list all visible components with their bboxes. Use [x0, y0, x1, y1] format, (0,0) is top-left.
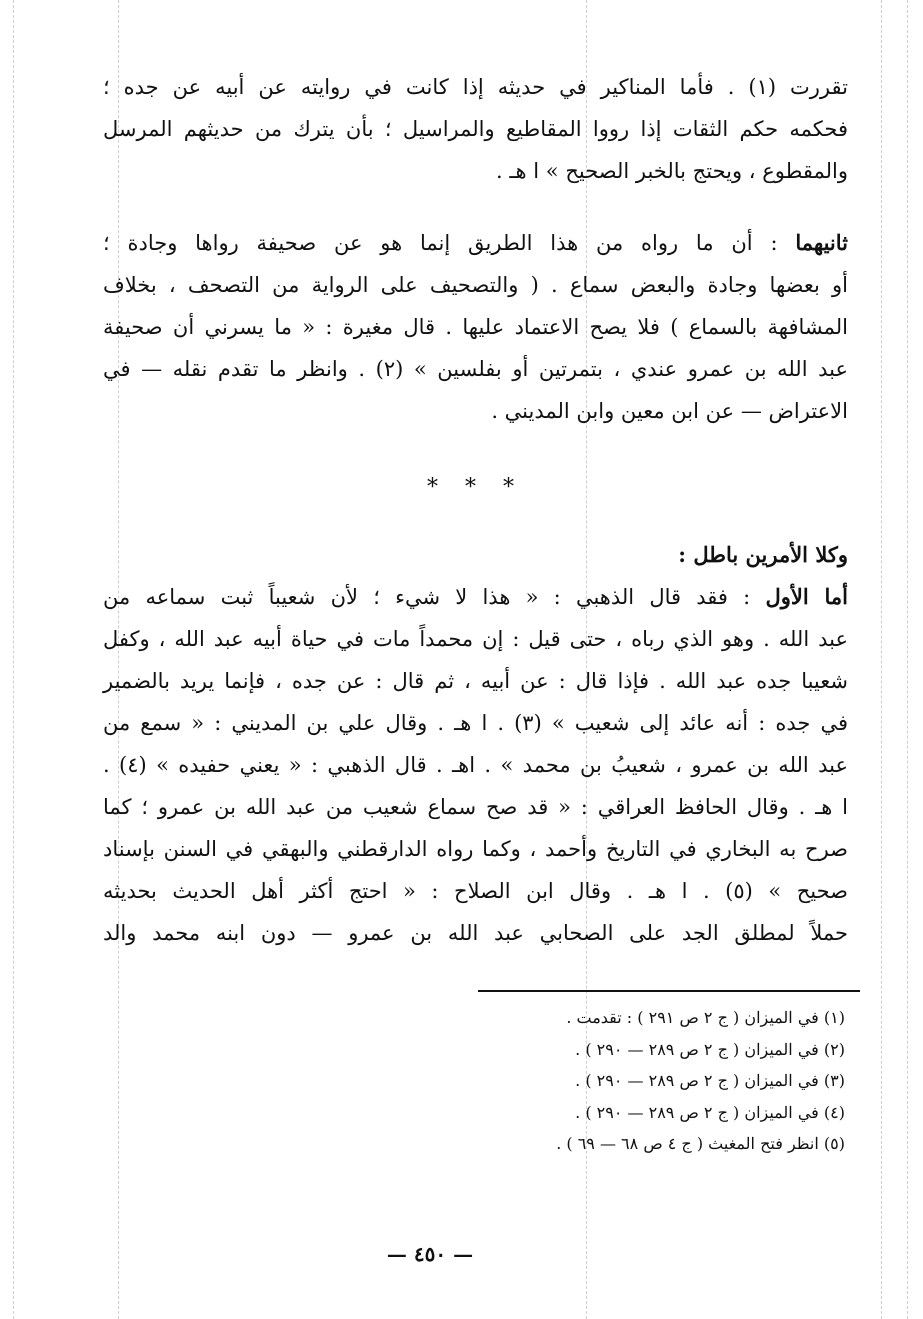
text-line: فحكمه حكم الثقات إذا رووا المقاطيع والمراسيل ؛ بأن يترك من حديثهم المرسل	[103, 117, 848, 141]
text-line: أو بعضها وجادة والبعض سماع . ( والتصحيف على الرواية من التصحف ، بخلاف	[103, 273, 848, 297]
footnotes	[360, 1002, 845, 1160]
text-line: تقررت (١) . فأما المناكير في حديثه إذا كانت في روايته عن أبيه عن جده ؛	[103, 75, 848, 99]
text-line: المشافهة بالسماع ) فلا يصح الاعتماد عليها . قال مغيرة : « ما يسرني أن صحيفة	[103, 315, 848, 339]
text-line: ا هـ . وقال الحافظ العراقي : « قد صح سماع شعيب من عبد الله بن عمرو ؛ كما	[103, 795, 848, 819]
text-line: الاعتراض — عن ابن معين وابن المديني .	[491, 399, 848, 423]
paragraph-1	[103, 66, 848, 192]
paragraph-lead-term: أما الأول	[765, 584, 848, 609]
footnote-item: (٥) انظر فتح المغيث ( ج ٤ ص ٦٨ — ٦٩ ) .	[556, 1134, 845, 1153]
page-number: — ٤٥٠ —	[386, 1242, 474, 1266]
text-line	[103, 222, 848, 264]
text-line: شعيبا جده عبد الله . فإذا قال : عن أبيه ، ثم قال : عن جده ، فإنما يريد بالضمير	[103, 669, 848, 693]
scan-guide-line	[907, 0, 908, 1319]
text-line-rest: : فقد قال الذهبي : « هذا لا شيء ؛ لأن شعيباً ثبت سماعه من	[103, 585, 751, 609]
text-line: عبد الله . وهو الذي رباه ، حتى قيل : إن محمداً مات في حياة أبيه عبد الله ، وكفل	[103, 627, 848, 651]
text-line-rest: : أن ما رواه من هذا الطريق إنما هو عن صحيفة رواها وجادة ؛	[103, 231, 778, 255]
text-line: في جده : أنه عائد إلى شعيب » (٣) . ا هـ . وقال علي بن المديني : « سمع من	[103, 711, 848, 735]
footnote-divider	[478, 990, 860, 992]
footnote-item: (٢) في الميزان ( ج ٢ ص ٢٨٩ — ٢٩٠ ) .	[575, 1039, 845, 1059]
scan-guide-line	[881, 0, 882, 1319]
footnote-item: (٤) في الميزان ( ج ٢ ص ٢٨٩ — ٢٩٠ ) .	[575, 1102, 845, 1122]
text-line: والمقطوع ، ويحتج بالخبر الصحيح » ا هـ .	[496, 159, 848, 183]
footnote-item: (١) في الميزان ( ج ٢ ص ٢٩١ ) : تقدمت .	[566, 1008, 845, 1027]
text-line: صرح به البخاري في التاريخ وأحمد ، وكما رواه الدارقطني والبهقي في السنن بإسناد	[103, 837, 848, 861]
scan-guide-line	[13, 0, 14, 1319]
paragraph-3	[103, 534, 848, 954]
section-separator: * * *	[427, 475, 524, 500]
section-heading: وكلا الأمرين باطل :	[678, 542, 848, 567]
paragraph-2	[103, 222, 848, 432]
text-line	[103, 576, 848, 618]
footnote-item: (٣) في الميزان ( ج ٢ ص ٢٨٩ — ٢٩٠ ) .	[575, 1071, 845, 1090]
text-line: صحيح » (٥) . ا هـ . وقال ابن الصلاح : « احتج أكثر أهل الحديث بحديثه	[103, 879, 848, 903]
paragraph-lead-term: ثانيهما	[795, 230, 848, 255]
text-line: عبد الله بن عمرو ، شعيبُ بن محمد » . اهـ . قال الذهبي : « يعني حفيده » (٤) .	[103, 753, 849, 777]
text-line: عبد الله بن عمرو عندي ، بتمرتين أو بفلسين » (٢) . وانظر ما تقدم نقله — في	[103, 357, 848, 381]
text-line: حملاً لمطلق الجد على الصحابي عبد الله بن عمرو — دون ابنه محمد والد	[103, 921, 848, 945]
